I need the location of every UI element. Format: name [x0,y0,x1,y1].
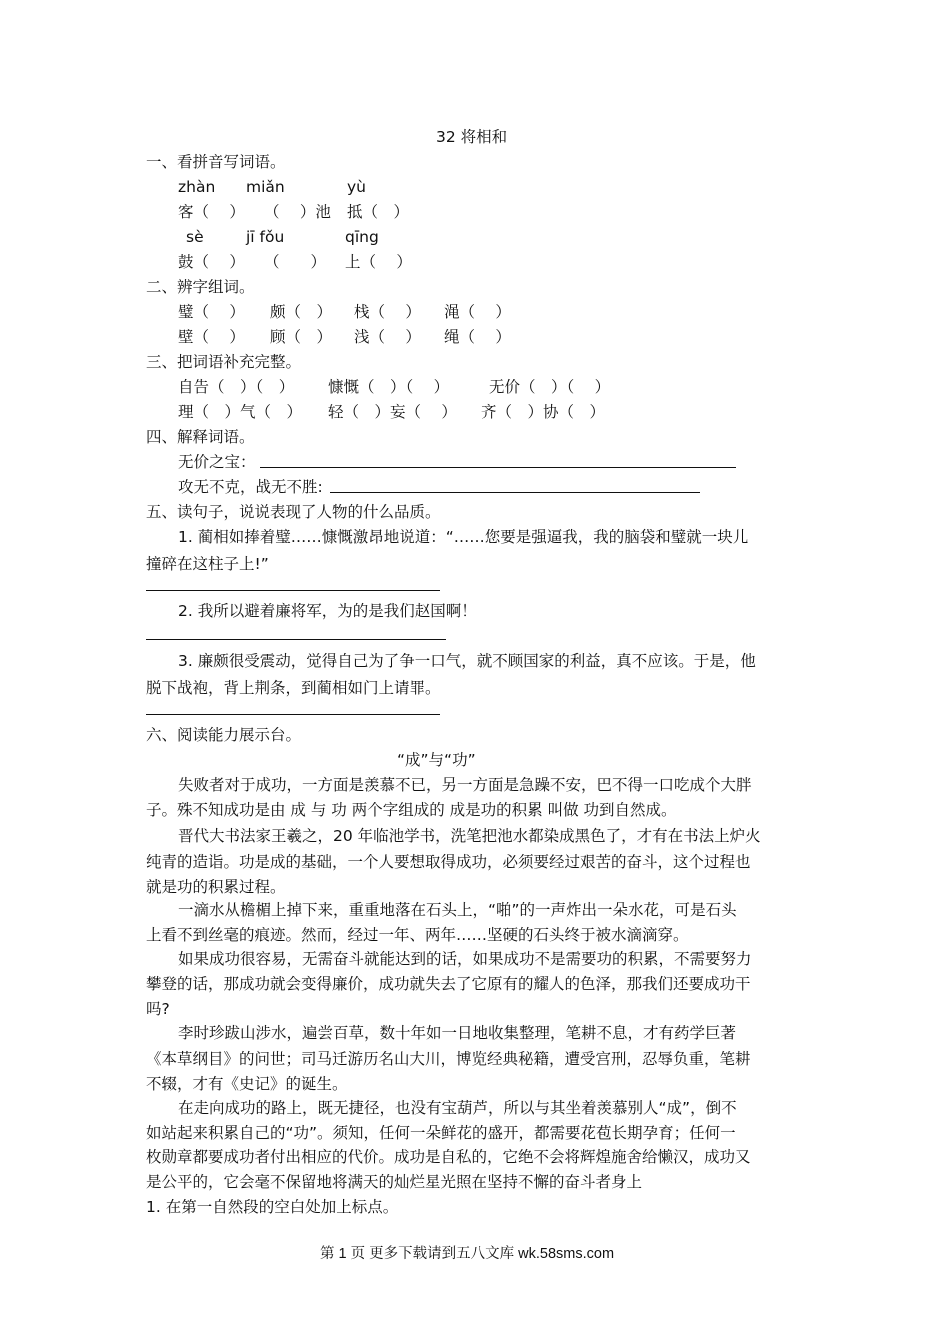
passage-line: 《本草纲目》的问世；司马迁游历名山大川，博览经典秘籍，遭受宫刑，忍辱负重，笔耕 [146,1050,751,1068]
char-blank: 顾（ ） [270,328,333,346]
passage-line: 一滴水从檐楣上掉下来，重重地落在石头上，“啪”的一声炸出一朵水花，可是石头 [178,901,737,919]
passage-line: 在走向成功的路上，既无捷径，也没有宝葫芦，所以与其坐着羡慕别人“成”，倒不 [178,1099,737,1117]
page-footer: 第 1 页 更多下载请到五八文库 wk.58sms.com [320,1246,615,1262]
idiom-blank: 齐（ ）协（ ） [481,403,606,421]
char-blank: 璧（ ） [178,303,245,321]
answer-line-2[interactable] [146,639,446,640]
char-blank: 壁（ ） [178,328,245,346]
passage-line: 失败者对于成功，一方面是羡慕不已，另一方面是急躁不安，巴不得一口吃成个大胖 [178,776,752,794]
section-5-heading: 五、读句子，说说表现了人物的什么品质。 [146,503,441,521]
char-blank: 绳（ ） [444,328,511,346]
question-text: 撞碎在这柱子上!” [146,555,269,573]
section-3-heading: 三、把词语补充完整。 [146,353,302,371]
passage-line: 不辍，才有《史记》的诞生。 [146,1075,348,1093]
pinyin: sè [186,228,204,246]
passage-line: 子。殊不知成功是由 成 与 功 两个字组成的 成是功的积累 叫做 功到自然成。 [146,801,677,819]
idiom-blank: 理（ ）气（ ） [178,403,303,421]
word-blank: 上（ ） [345,253,412,271]
reading-question-1: 1. 在第一自然段的空白处加上标点。 [146,1198,399,1216]
word-blank: 客（ ） [178,203,245,221]
idiom-blank: 无价（ ）（ ） [489,378,611,396]
passage-line: 李时珍跋山涉水，遍尝百草，数十年如一日地收集整理，笔耕不息，才有药学巨著 [178,1024,737,1042]
pinyin: jī fǒu [246,228,285,246]
passage-line: 如果成功很容易，无需奋斗就能达到的话，如果成功不是需要功的积累，不需要努力 [178,950,752,968]
passage-title: “成”与“功” [397,751,476,769]
char-blank: 渑（ ） [444,303,511,321]
word-blank: 抵（ ） [347,203,410,221]
answer-line-1[interactable] [146,590,440,591]
answer-line-3[interactable] [146,714,440,715]
passage-line: 上看不到丝毫的痕迹。然而，经过一年、两年……坚硬的石头终于被水滴滴穿。 [146,926,689,944]
passage-line: 就是功的积累过程。 [146,878,286,896]
question-text: 2. 我所以避着廉将军，为的是我们赵国啊！ [178,602,477,620]
passage-line: 晋代大书法家王羲之，20 年临池学书，洗笔把池水都染成黑色了，才有在书法上炉火 [178,827,761,845]
word-blank: （ ）池 [264,203,331,221]
section-1-heading: 一、看拼音写词语。 [146,153,286,171]
passage-line: 枚勋章都要成功者付出相应的代价。成功是自私的，它绝不会将辉煌施舍给懒汉，成功又 [146,1148,751,1166]
definition-line-2[interactable] [330,492,700,493]
definition-item-2: 攻无不克，战无不胜: [178,478,323,496]
pinyin: zhàn [178,178,216,196]
definition-line-1[interactable] [260,467,736,468]
idiom-blank: 自告（ ）（ ） [178,378,295,396]
section-4-heading: 四、解释词语。 [146,428,255,446]
char-blank: 颇（ ） [270,303,333,321]
word-blank: 鼓（ ） [178,253,245,271]
char-blank: 浅（ ） [354,328,421,346]
question-text: 脱下战袍，背上荆条，到蔺相如门上请罪。 [146,679,441,697]
passage-line: 纯青的造诣。功是成的基础，一个人要想取得成功，必须要经过艰苦的奋斗，这个过程也 [146,853,751,871]
passage-line: 如站起来积累自己的“功”。须知，任何一朵鲜花的盛开，都需要花苞长期孕育；任何一 [146,1124,736,1142]
idiom-blank: 慷慨（ ）（ ） [328,378,450,396]
page-title: 32 将相和 [436,128,508,146]
passage-line: 攀登的话，那成功就会变得廉价，成功就失去了它原有的耀人的色泽，那我们还要成功干 [146,975,751,993]
question-text: 3. 廉颇很受震动，觉得自己为了争一口气，就不顾国家的利益，真不应该。于是，他 [178,652,756,670]
passage-line: 吗? [146,1000,170,1018]
definition-item-1: 无价之宝： [178,453,256,471]
char-blank: 栈（ ） [354,303,421,321]
idiom-blank: 轻（ ）妄（ ） [328,403,457,421]
pinyin: qīng [345,228,379,246]
section-2-heading: 二、辨字组词。 [146,278,255,296]
question-text: 1. 蔺相如捧着璧……慷慨激昂地说道：“……您要是强逼我，我的脑袋和璧就一块儿 [178,528,749,546]
section-6-heading: 六、阅读能力展示台。 [146,726,302,744]
word-blank: （ ） [264,253,327,271]
passage-line: 是公平的，它会毫不保留地将满天的灿烂星光照在坚持不懈的奋斗者身上 [146,1173,643,1191]
pinyin: miǎn [246,178,285,196]
pinyin: yù [347,178,366,196]
